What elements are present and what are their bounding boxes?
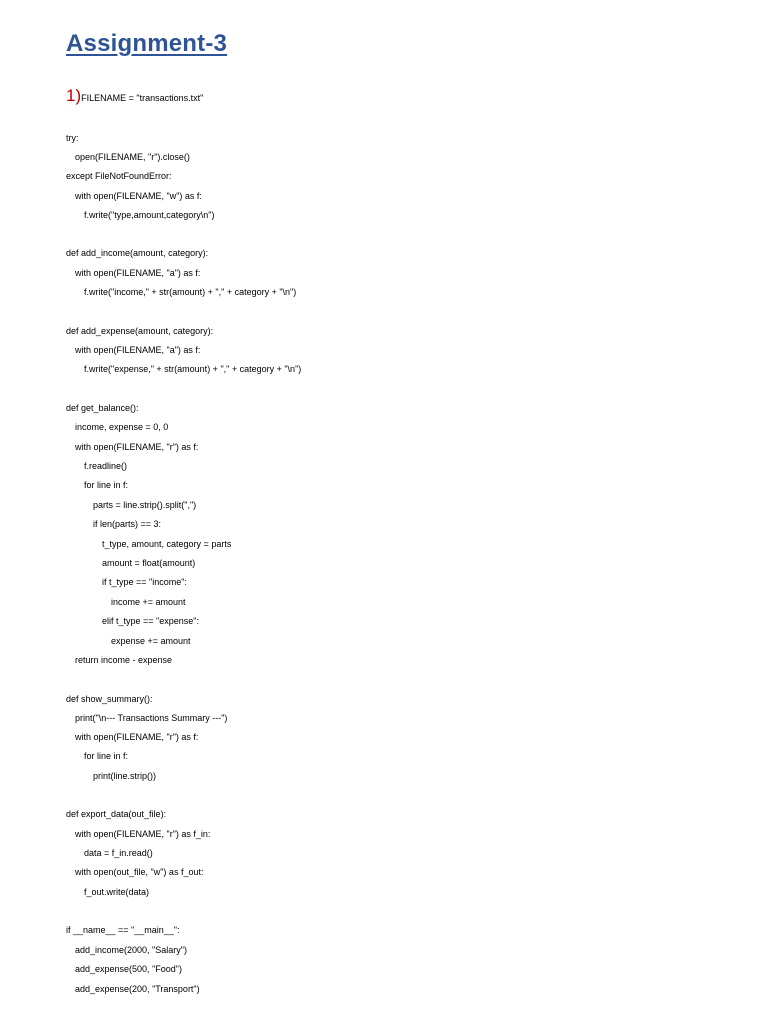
code-line: with open(FILENAME, "a") as f: [75, 268, 201, 278]
code-line: with open(FILENAME, "a") as f: [75, 345, 201, 355]
code-line: def show_summary(): [66, 694, 153, 704]
code-line: except FileNotFoundError: [66, 171, 172, 181]
code-line: with open(FILENAME, "r") as f: [75, 732, 199, 742]
code-line: if t_type == "income": [102, 577, 187, 587]
code-line: f.write("income," + str(amount) + "," + category + "\n") [84, 287, 297, 297]
code-line: FILENAME = "transactions.txt" [81, 93, 204, 103]
code-line: with open(FILENAME, "w") as f: [75, 191, 202, 201]
code-line: def export_data(out_file): [66, 809, 167, 819]
code-line: t_type, amount, category = parts [102, 539, 232, 549]
code-line: def get_balance(): [66, 403, 139, 413]
code-line: f.readline() [84, 461, 128, 471]
code-line: elif t_type == "expense": [102, 616, 199, 626]
code-line: for line in f: [84, 751, 129, 761]
question-number: 1) [66, 86, 82, 105]
code-line: add_expense(500, "Food") [75, 964, 182, 974]
question-line [66, 86, 203, 106]
code-line: income, expense = 0, 0 [75, 422, 169, 432]
code-line: with open(FILENAME, "r") as f: [75, 442, 199, 452]
code-line: amount = float(amount) [102, 558, 196, 568]
code-line: with open(out_file, "w") as f_out: [75, 867, 204, 877]
code-line: print("\n--- Transactions Summary ---") [75, 713, 228, 723]
code-line: print(line.strip()) [93, 771, 157, 781]
code-line: expense += amount [111, 636, 191, 646]
page-title: Assignment-3 [66, 30, 228, 57]
code-line: f.write("expense," + str(amount) + "," + category + "\n") [84, 364, 302, 374]
code-line: for line in f: [84, 480, 129, 490]
code-line: if len(parts) == 3: [93, 519, 162, 529]
code-line: add_expense(200, "Transport") [75, 984, 200, 994]
code-line: add_income(2000, "Salary") [75, 945, 187, 955]
code-line: if __name__ == "__main__": [66, 925, 180, 935]
code-line: income += amount [111, 597, 186, 607]
code-line: f_out.write(data) [84, 887, 150, 897]
code-line: def add_expense(amount, category): [66, 326, 214, 336]
code-line: f.write("type,amount,category\n") [84, 210, 215, 220]
code-line: with open(FILENAME, "r") as f_in: [75, 829, 211, 839]
code-line: return income - expense [75, 655, 173, 665]
code-line: def add_income(amount, category): [66, 248, 209, 258]
code-line: try: [66, 133, 79, 143]
code-line: parts = line.strip().split(",") [93, 500, 197, 510]
code-line: data = f_in.read() [84, 848, 153, 858]
code-line: open(FILENAME, "r").close() [75, 152, 190, 162]
